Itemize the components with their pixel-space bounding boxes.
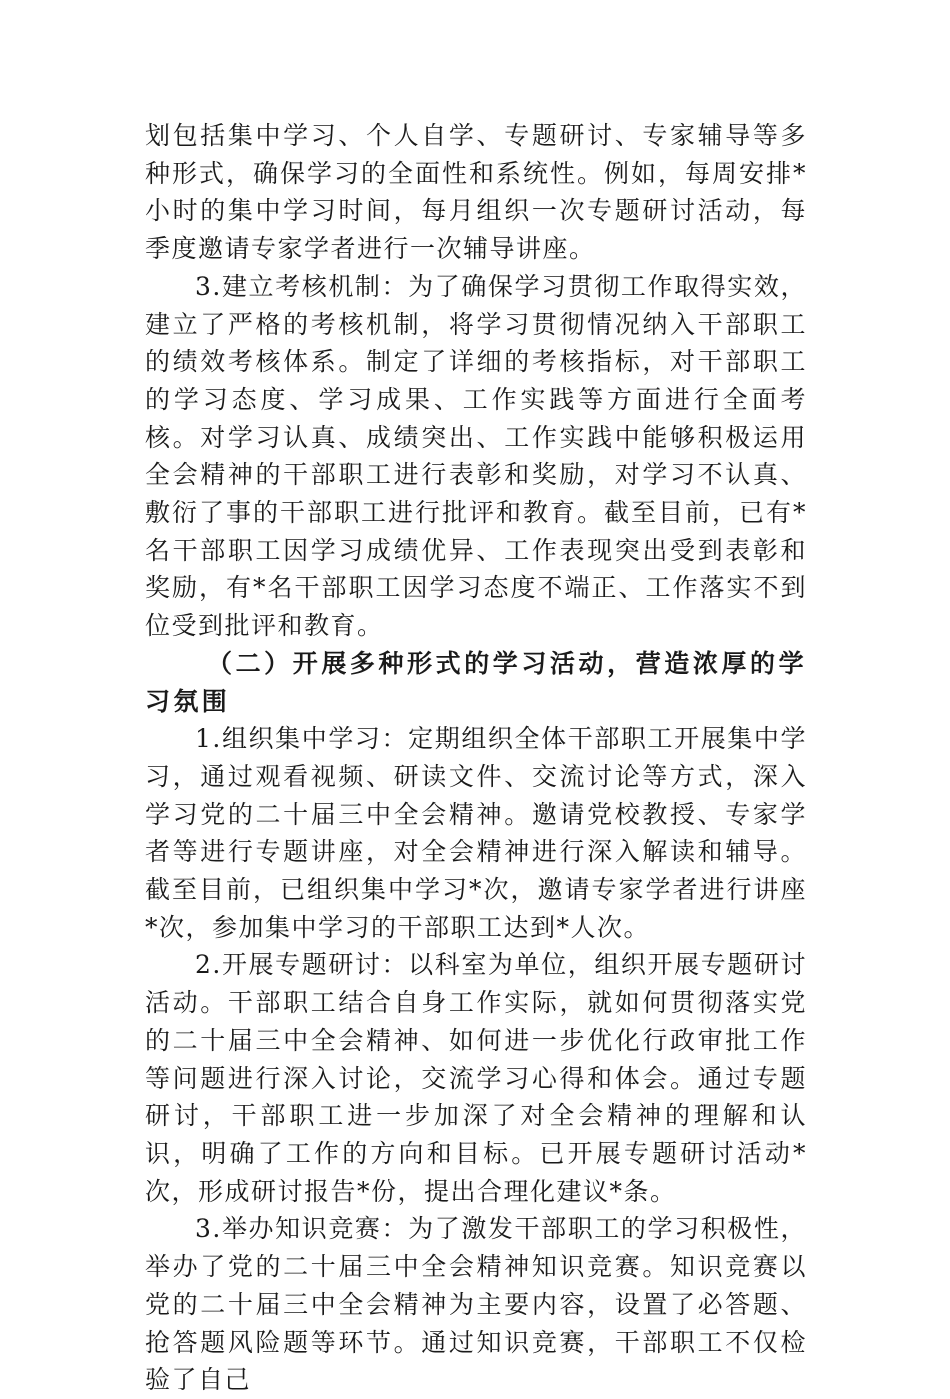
- paragraph-centralized-study: 1.组织集中学习：定期组织全体干部职工开展集中学习，通过观看视频、研读文件、交流讨论等方式，深入学习党的二十届三中全会精神。邀请党校教授、专家学者等进行专题讲座，对全会精神进行深入解读和辅导。截至目前，已组织集中学习*次，邀请专家学者进行讲座*次，参加集中学习的干部职工达到*人次。: [145, 724, 807, 942]
- document-body: [145, 117, 807, 1399]
- paragraph-assessment-mechanism: 3.建立考核机制：为了确保学习贯彻工作取得实效，建立了严格的考核机制，将学习贯彻情况纳入干部职工的绩效考核体系。制定了详细的考核指标，对干部职工的学习态度、学习成果、工作实践等方面进行全面考核。对学习认真、成绩突出、工作实践中能够积极运用全会精神的干部职工进行表彰和奖励，对学习不认真、敷衍了事的干部职工进行批评和教育。截至目前，已有*名干部职工因学习成绩优异、工作表现突出受到表彰和奖励，有*名干部职工因学习态度不端正、工作落实不到位受到批评和教育。: [145, 271, 807, 641]
- paragraph-thematic-seminar: 2.开展专题研讨：以科室为单位，组织开展专题研讨活动。干部职工结合自身工作实际，就如何贯彻落实党的二十届三中全会精神、如何进一步优化行政审批工作等问题进行深入讨论，交流学习心得和体会。通过专题研讨，干部职工进一步加深了对全会精神的理解和认识，明确了工作的方向和目标。已开展专题研讨活动*次，形成研讨报告*份，提出合理化建议*条。: [145, 950, 807, 1206]
- paragraph-knowledge-contest: 3.举办知识竞赛：为了激发干部职工的学习积极性，举办了党的二十届三中全会精神知识竞赛。知识竞赛以党的二十届三中全会精神为主要内容，设置了必答题、抢答题风险题等环节。通过知识竞赛，干部职工不仅检验了自己: [145, 1214, 807, 1395]
- paragraph-continuation: 划包括集中学习、个人自学、专题研讨、专家辅导等多种形式，确保学习的全面性和系统性。例如，每周安排*小时的集中学习时间，每月组织一次专题研讨活动，每季度邀请专家学者进行一次辅导讲座。: [145, 121, 807, 264]
- section-heading: （二）开展多种形式的学习活动，营造浓厚的学习氛围: [145, 648, 807, 716]
